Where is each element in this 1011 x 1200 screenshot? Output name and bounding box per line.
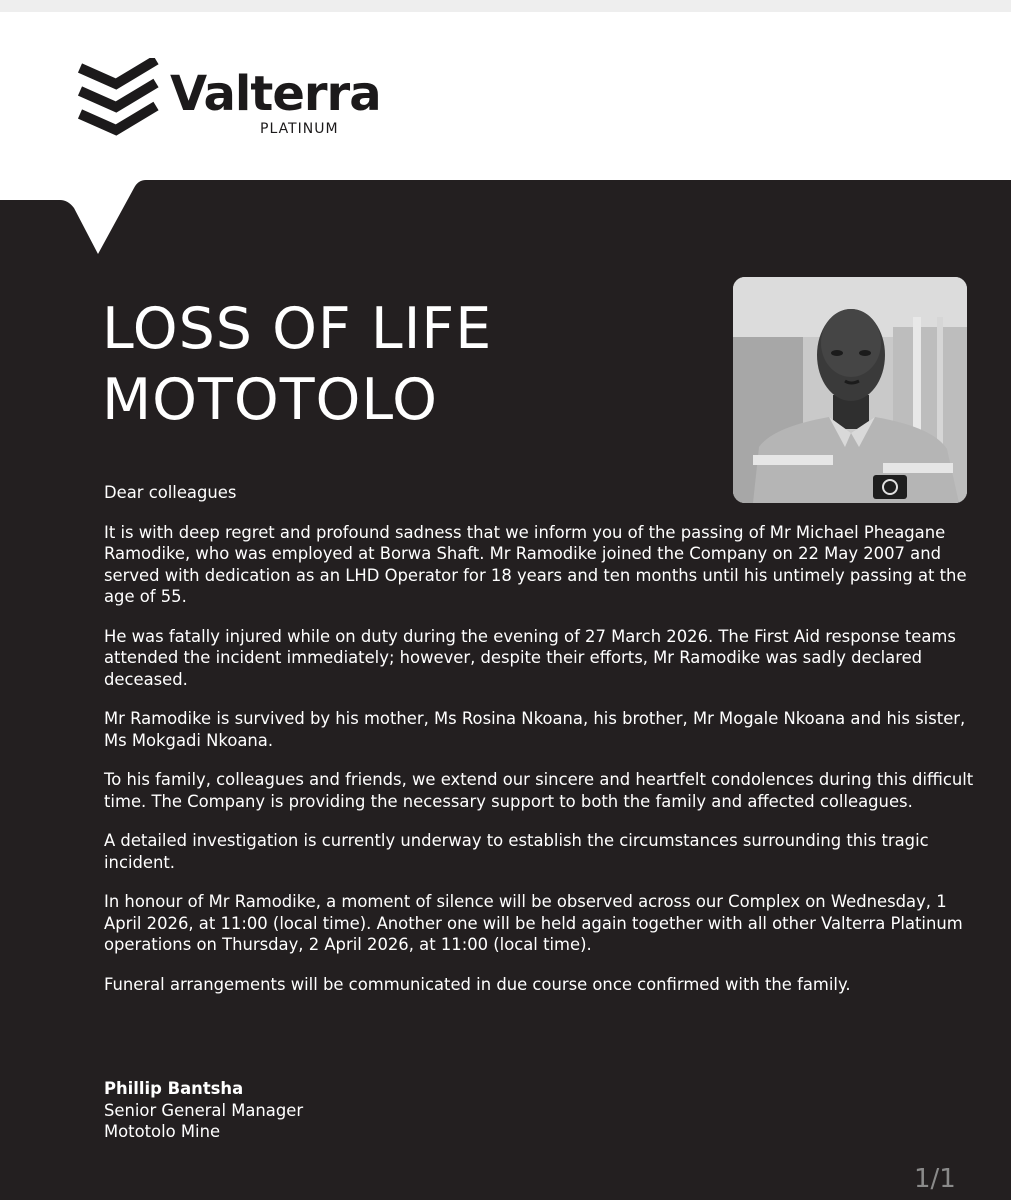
viewer-top-bar xyxy=(0,0,1011,12)
brand-subname: PLATINUM xyxy=(260,121,339,137)
title-line-1: LOSS OF LIFE xyxy=(102,296,493,362)
paragraph-family: Mr Ramodike is survived by his mother, Ms Rosina Nkoana, his brother, Mr Mogale Nkoana and his sister, Ms Mokgadi Nkoana. xyxy=(104,709,966,750)
portrait-illustration xyxy=(733,277,967,503)
paragraph-funeral: Funeral arrangements will be communicated in due course once confirmed with the family. xyxy=(104,974,851,994)
portrait-photo xyxy=(733,277,967,503)
paragraph-employment: It is with deep regret and profound sadness that we inform you of the passing of Mr Michael Pheagane Ramodike, who was employed at Borwa Shaft. Mr Ramodike joined the Company on 22 May 2007 and served with dedication as an LHD Operator for 18 years and ten months until his untimely passing at the age of 55. xyxy=(104,522,967,606)
signatory-role: Senior General Manager xyxy=(104,1100,304,1120)
title-line-2: MOTOTOLO xyxy=(102,367,439,433)
page-indicator: 1/1 xyxy=(914,1164,956,1194)
paragraph-moment-of-silence: In honour of Mr Ramodike, a moment of silence will be observed across our Complex on Wednesday, 1 April 2026, at 11:00 (local time). Another one will be held again together with all other Valterra Platinum operations on Thursday, 2 April 2026, at 11:00 (local time). xyxy=(104,892,963,954)
signatory-org: Mototolo Mine xyxy=(104,1122,221,1141)
paragraph-condolences: To his family, colleagues and friends, we extend our sincere and heartfelt condolences during this difficult time. The Company is providing the necessary support to both the family and affected colleagues. xyxy=(104,770,974,811)
greeting: Dear colleagues xyxy=(104,483,237,502)
letter-body xyxy=(104,482,974,1013)
brand-name: Valterra xyxy=(170,66,381,122)
signatory-name: Phillip Bantsha xyxy=(104,1079,244,1098)
valterra-wave-mark-icon xyxy=(78,58,162,140)
paragraph-investigation: A detailed investigation is currently underway to establish the circumstances surrounding this tragic incident. xyxy=(104,831,929,872)
paragraph-incident: He was fatally injured while on duty during the evening of 27 March 2026. The First Aid response teams attended the incident immediately; however, despite their efforts, Mr Ramodike was sadly declared deceased. xyxy=(104,626,956,689)
page-title xyxy=(102,294,492,436)
signature-block xyxy=(104,1078,303,1143)
